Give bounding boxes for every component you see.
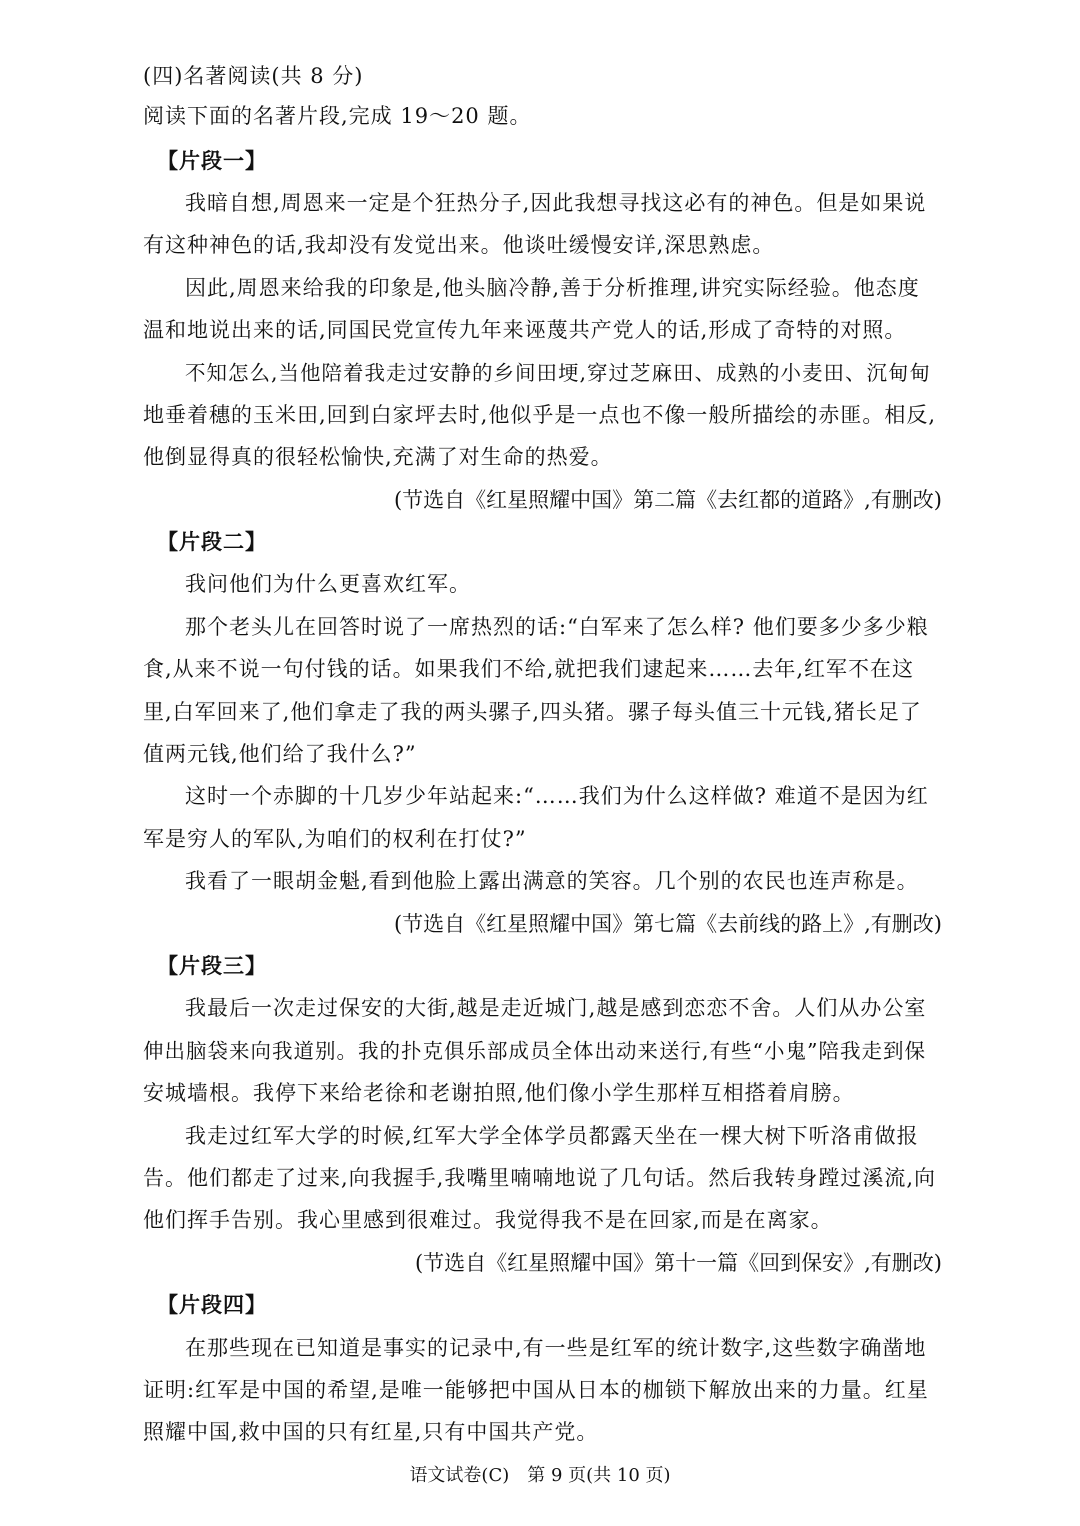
fragment-2-line: 我问他们为什么更喜欢红军。 xyxy=(185,572,471,596)
instruction: 阅读下面的名著片段,完成 19～20 题。 xyxy=(143,104,532,128)
fragment-4-line: 照耀中国,救中国的只有红星,只有中国共产党。 xyxy=(143,1420,599,1444)
section-title: (四)名著阅读(共 8 分) xyxy=(143,64,364,88)
fragment-1-line: 不知怎么,当他陪着我走过安静的乡间田埂,穿过芝麻田、成熟的小麦田、沉甸甸 xyxy=(185,361,932,385)
fragment-3-heading: 【片段三】 xyxy=(157,954,267,978)
fragment-1-line: 温和地说出来的话,同国民党宣传九年来诬蔑共产党人的话,形成了奇特的对照。 xyxy=(143,318,907,342)
fragment-2-source: (节选自《红星照耀中国》第七篇《去前线的路上》,有删改) xyxy=(393,912,942,936)
fragment-4-line: 证明:红军是中国的希望,是唯一能够把中国从日本的枷锁下解放出来的力量。红星 xyxy=(143,1378,929,1402)
fragment-1-line: 因此,周恩来给我的印象是,他头脑冷静,善于分析推理,讲究实际经验。他态度 xyxy=(185,276,920,300)
fragment-3-line: 安城墙根。我停下来给老徐和老谢拍照,他们像小学生那样互相搭着肩膀。 xyxy=(143,1081,855,1105)
fragment-2-line: 值两元钱,他们给了我什么?” xyxy=(143,742,417,766)
fragment-2-line: 我看了一眼胡金魁,看到他脸上露出满意的笑容。几个别的农民也连声称是。 xyxy=(185,869,919,893)
fragment-2-line: 那个老头儿在回答时说了一席热烈的话:“白军来了怎么样? 他们要多少多少粮 xyxy=(185,615,929,639)
fragment-3-line: 我走过红军大学的时候,红军大学全体学员都露天坐在一棵大树下听洛甫做报 xyxy=(185,1124,919,1148)
fragment-2-line: 里,白军回来了,他们拿走了我的两头骡子,四头猪。骡子每头值三十元钱,猪长足了 xyxy=(143,700,922,724)
fragment-4-heading: 【片段四】 xyxy=(157,1293,267,1317)
fragment-1-line: 他倒显得真的很轻松愉快,充满了对生命的热爱。 xyxy=(143,445,613,469)
fragment-1-heading: 【片段一】 xyxy=(157,149,267,173)
fragment-2-line: 这时一个赤脚的十几岁少年站起来:“……我们为什么这样做? 难道不是因为红 xyxy=(185,784,929,808)
fragment-2-line: 食,从来不说一句付钱的话。如果我们不给,就把我们逮起来……去年,红军不在这 xyxy=(143,657,915,681)
fragment-3-source: (节选自《红星照耀中国》第十一篇《回到保安》,有删改) xyxy=(414,1251,942,1275)
fragment-1-source: (节选自《红星照耀中国》第二篇《去红都的道路》,有删改) xyxy=(393,488,942,512)
fragment-3-line: 伸出脑袋来向我道别。我的扑克俱乐部成员全体出动来送行,有些“小鬼”陪我走到保 xyxy=(143,1039,926,1063)
fragment-1-line: 我暗自想,周恩来一定是个狂热分子,因此我想寻找这必有的神色。但是如果说 xyxy=(185,191,927,215)
fragment-1-line: 地垂着穗的玉米田,回到白家坪去时,他似乎是一点也不像一般所描绘的赤匪。相反, xyxy=(143,403,937,427)
fragment-2-line: 军是穷人的军队,为咱们的权利在打仗?” xyxy=(143,827,527,851)
fragment-3-line: 他们挥手告别。我心里感到很难过。我觉得我不是在回家,而是在离家。 xyxy=(143,1208,833,1232)
fragment-2-heading: 【片段二】 xyxy=(157,530,267,554)
fragment-4-line: 在那些现在已知道是事实的记录中,有一些是红军的统计数字,这些数字确凿地 xyxy=(185,1336,927,1360)
fragment-3-line: 告。他们都走了过来,向我握手,我嘴里喃喃地说了几句话。然后我转身蹚过溪流,向 xyxy=(143,1166,937,1190)
fragment-3-line: 我最后一次走过保安的大街,越是走近城门,越是感到恋恋不舍。人们从办公室 xyxy=(185,996,927,1020)
page-footer: 语文试卷(C) 第 9 页(共 10 页) xyxy=(409,1465,671,1486)
fragment-1-line: 有这种神色的话,我却没有发觉出来。他谈吐缓慢安详,深思熟虑。 xyxy=(143,233,775,257)
